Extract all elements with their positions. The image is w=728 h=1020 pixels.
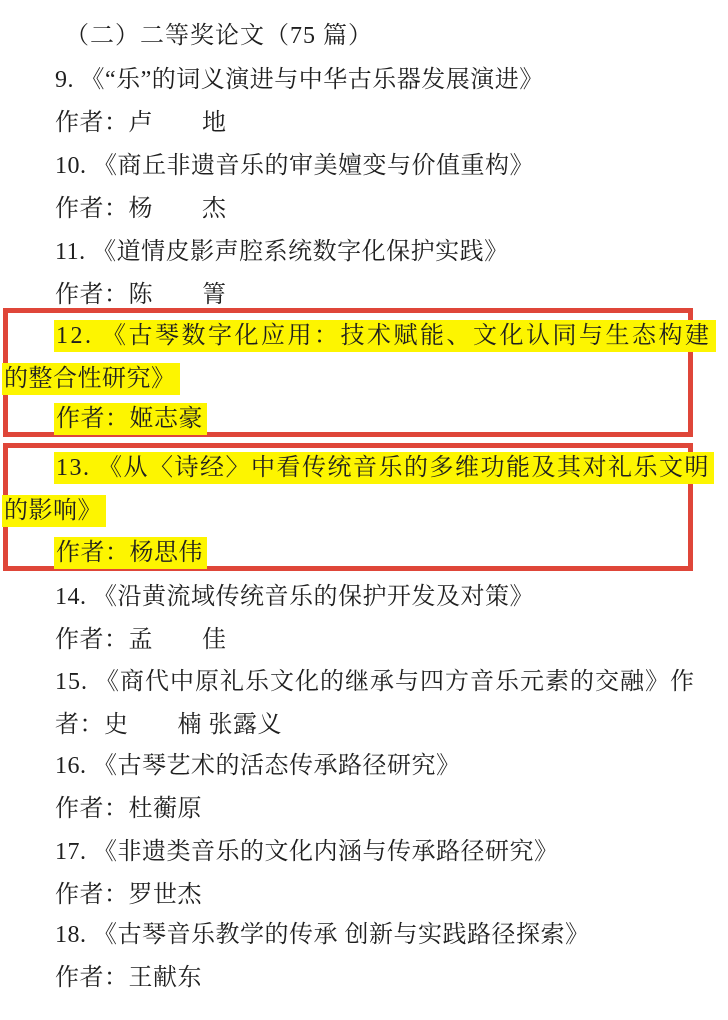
- paper-author-15-text: 者：史 楠 张露义: [55, 712, 282, 738]
- paper-author-11: [54, 279, 228, 311]
- paper-author-10: [54, 193, 228, 225]
- paper-author-9: [54, 107, 228, 139]
- paper-author-12-text: 作者：姬志豪: [54, 403, 207, 435]
- paper-author-13: [54, 537, 207, 569]
- paper-author-17-text: 作者：罗世杰: [55, 882, 202, 908]
- paper-title-17: [54, 836, 560, 868]
- section-heading: [64, 20, 374, 52]
- paper-title-15-line1-text: 15. 《商代中原礼乐文化的继承与四方音乐元素的交融》作: [55, 669, 695, 695]
- paper-title-10-text: 10. 《商丘非遗音乐的审美嬗变与价值重构》: [55, 153, 534, 179]
- paper-title-9: [54, 64, 545, 96]
- section-heading-text: （二）二等奖论文（75 篇）: [65, 23, 373, 49]
- paper-title-12-line2: [2, 363, 180, 395]
- paper-author-15: [54, 709, 283, 741]
- paper-title-13-line1-text: 13. 《从〈诗经〉中看传统音乐的多维功能及其对礼乐文明: [54, 452, 714, 484]
- paper-author-16: [54, 793, 203, 825]
- paper-author-14-text: 作者：孟 佳: [55, 627, 227, 653]
- paper-title-15-line1: [54, 666, 696, 698]
- paper-title-13-line1: [54, 452, 714, 484]
- paper-author-12: [54, 403, 207, 435]
- paper-title-17-text: 17. 《非遗类音乐的文化内涵与传承路径研究》: [55, 839, 559, 865]
- paper-author-9-text: 作者：卢 地: [55, 110, 227, 136]
- paper-title-10: [54, 150, 535, 182]
- paper-title-14: [54, 581, 535, 613]
- paper-title-12-line2-text: 的整合性研究》: [2, 363, 180, 395]
- paper-title-12-line1: [54, 320, 716, 352]
- paper-title-18: [54, 919, 591, 951]
- paper-title-11-text: 11. 《道情皮影声腔系统数字化保护实践》: [55, 239, 509, 265]
- paper-author-18: [54, 962, 203, 994]
- paper-title-12-line1-text: 12. 《古琴数字化应用：技术赋能、文化认同与生态构建: [54, 320, 716, 352]
- paper-author-10-text: 作者：杨 杰: [55, 196, 227, 222]
- paper-title-18-text: 18. 《古琴音乐教学的传承 创新与实践路径探索》: [55, 922, 590, 948]
- paper-author-18-text: 作者：王献东: [55, 965, 202, 991]
- paper-author-14: [54, 624, 228, 656]
- paper-title-16: [54, 750, 462, 782]
- paper-author-11-text: 作者：陈 箐: [55, 282, 227, 308]
- paper-title-11: [54, 236, 510, 268]
- paper-title-13-line2-text: 的影响》: [2, 495, 106, 527]
- paper-title-13-line2: [2, 495, 106, 527]
- paper-title-9-text: 9. 《“乐”的词义演进与中华古乐器发展演进》: [55, 67, 544, 93]
- paper-author-16-text: 作者：杜蘅原: [55, 796, 202, 822]
- paper-author-13-text: 作者：杨思伟: [54, 537, 207, 569]
- paper-title-16-text: 16. 《古琴艺术的活态传承路径研究》: [55, 753, 461, 779]
- paper-author-17: [54, 879, 203, 911]
- paper-title-14-text: 14. 《沿黄流域传统音乐的保护开发及对策》: [55, 584, 534, 610]
